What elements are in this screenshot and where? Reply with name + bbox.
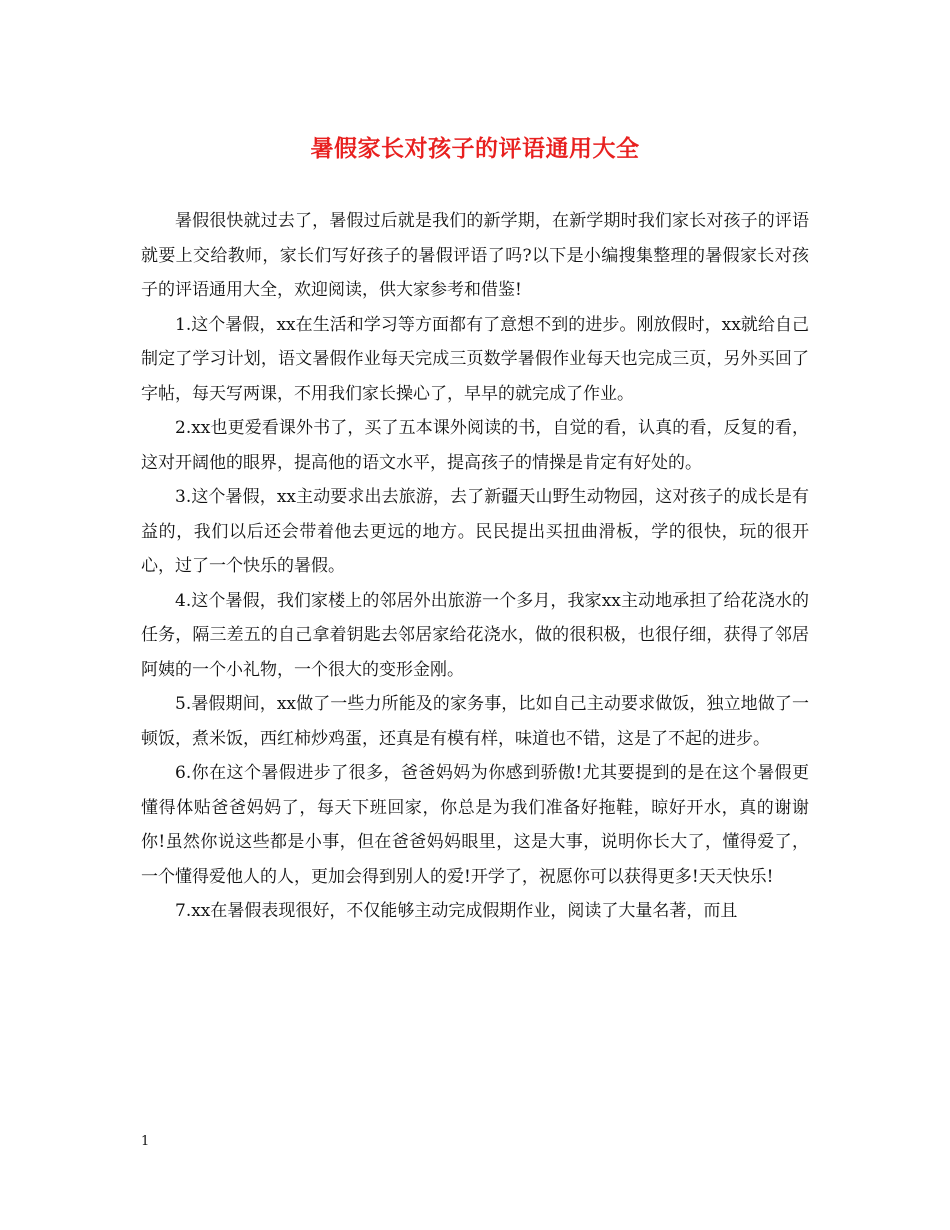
comment-paragraph-3: 3.这个暑假，xx主动要求出去旅游，去了新疆天山野生动物园，这对孩子的成长是有益的，我们以后还会带着他去更远的地方。民民提出买扭曲滑板，学的很快，玩的很开心，过了一个快乐的暑假。	[141, 487, 809, 576]
intro-paragraph: 暑假很快就过去了，暑假过后就是我们的新学期，在新学期时我们家长对孩子的评语就要上交给教师，家长们写好孩子的暑假评语了吗?以下是小编搜集整理的暑假家长对孩子的评语通用大全，欢迎阅读，供大家参考和借鉴!	[141, 211, 809, 300]
comment-paragraph-2: 2.xx也更爱看课外书了，买了五本课外阅读的书，自觉的看，认真的看，反复的看，这对开阔他的眼界，提高他的语文水平，提高孩子的情操是肯定有好处的。	[141, 418, 809, 473]
comment-paragraph-7: 7.xx在暑假表现很好，不仅能够主动完成假期作业，阅读了大量名著，而且	[175, 901, 738, 921]
comment-paragraph-5: 5.暑假期间，xx做了一些力所能及的家务事，比如自己主动要求做饭，独立地做了一顿饭，煮米饭，西红柿炒鸡蛋，还真是有模有样，味道也不错，这是了不起的进步。	[141, 694, 809, 749]
comment-paragraph-1: 1.这个暑假，xx在生活和学习等方面都有了意想不到的进步。刚放假时，xx就给自己制定了学习计划，语文暑假作业每天完成三页数学暑假作业每天也完成三页，另外买回了字帖，每天写两课，不用我们家长操心了，早早的就完成了作业。	[141, 314, 809, 404]
page-number: 1	[141, 1134, 150, 1149]
document-title: 暑假家长对孩子的评语通用大全	[310, 135, 640, 162]
comment-paragraph-6: 6.你在这个暑假进步了很多，爸爸妈妈为你感到骄傲!尤其要提到的是在这个暑假更懂得体贴爸爸妈妈了，每天下班回家，你总是为我们准备好拖鞋，晾好开水，真的谢谢你!虽然你说这些都是小事，但在爸爸妈妈眼里，这是大事，说明你长大了，懂得爱了，一个懂得爱他人的人，更加会得到别人的爱!开学了，祝愿你可以获得更多!天天快乐!	[141, 763, 809, 887]
comment-paragraph-4: 4.这个暑假，我们家楼上的邻居外出旅游一个多月，我家xx主动地承担了给花浇水的任务，隔三差五的自己拿着钥匙去邻居家给花浇水，做的很积极，也很仔细，获得了邻居阿姨的一个小礼物，一个很大的变形金刚。	[141, 590, 809, 680]
document-body	[141, 204, 809, 929]
